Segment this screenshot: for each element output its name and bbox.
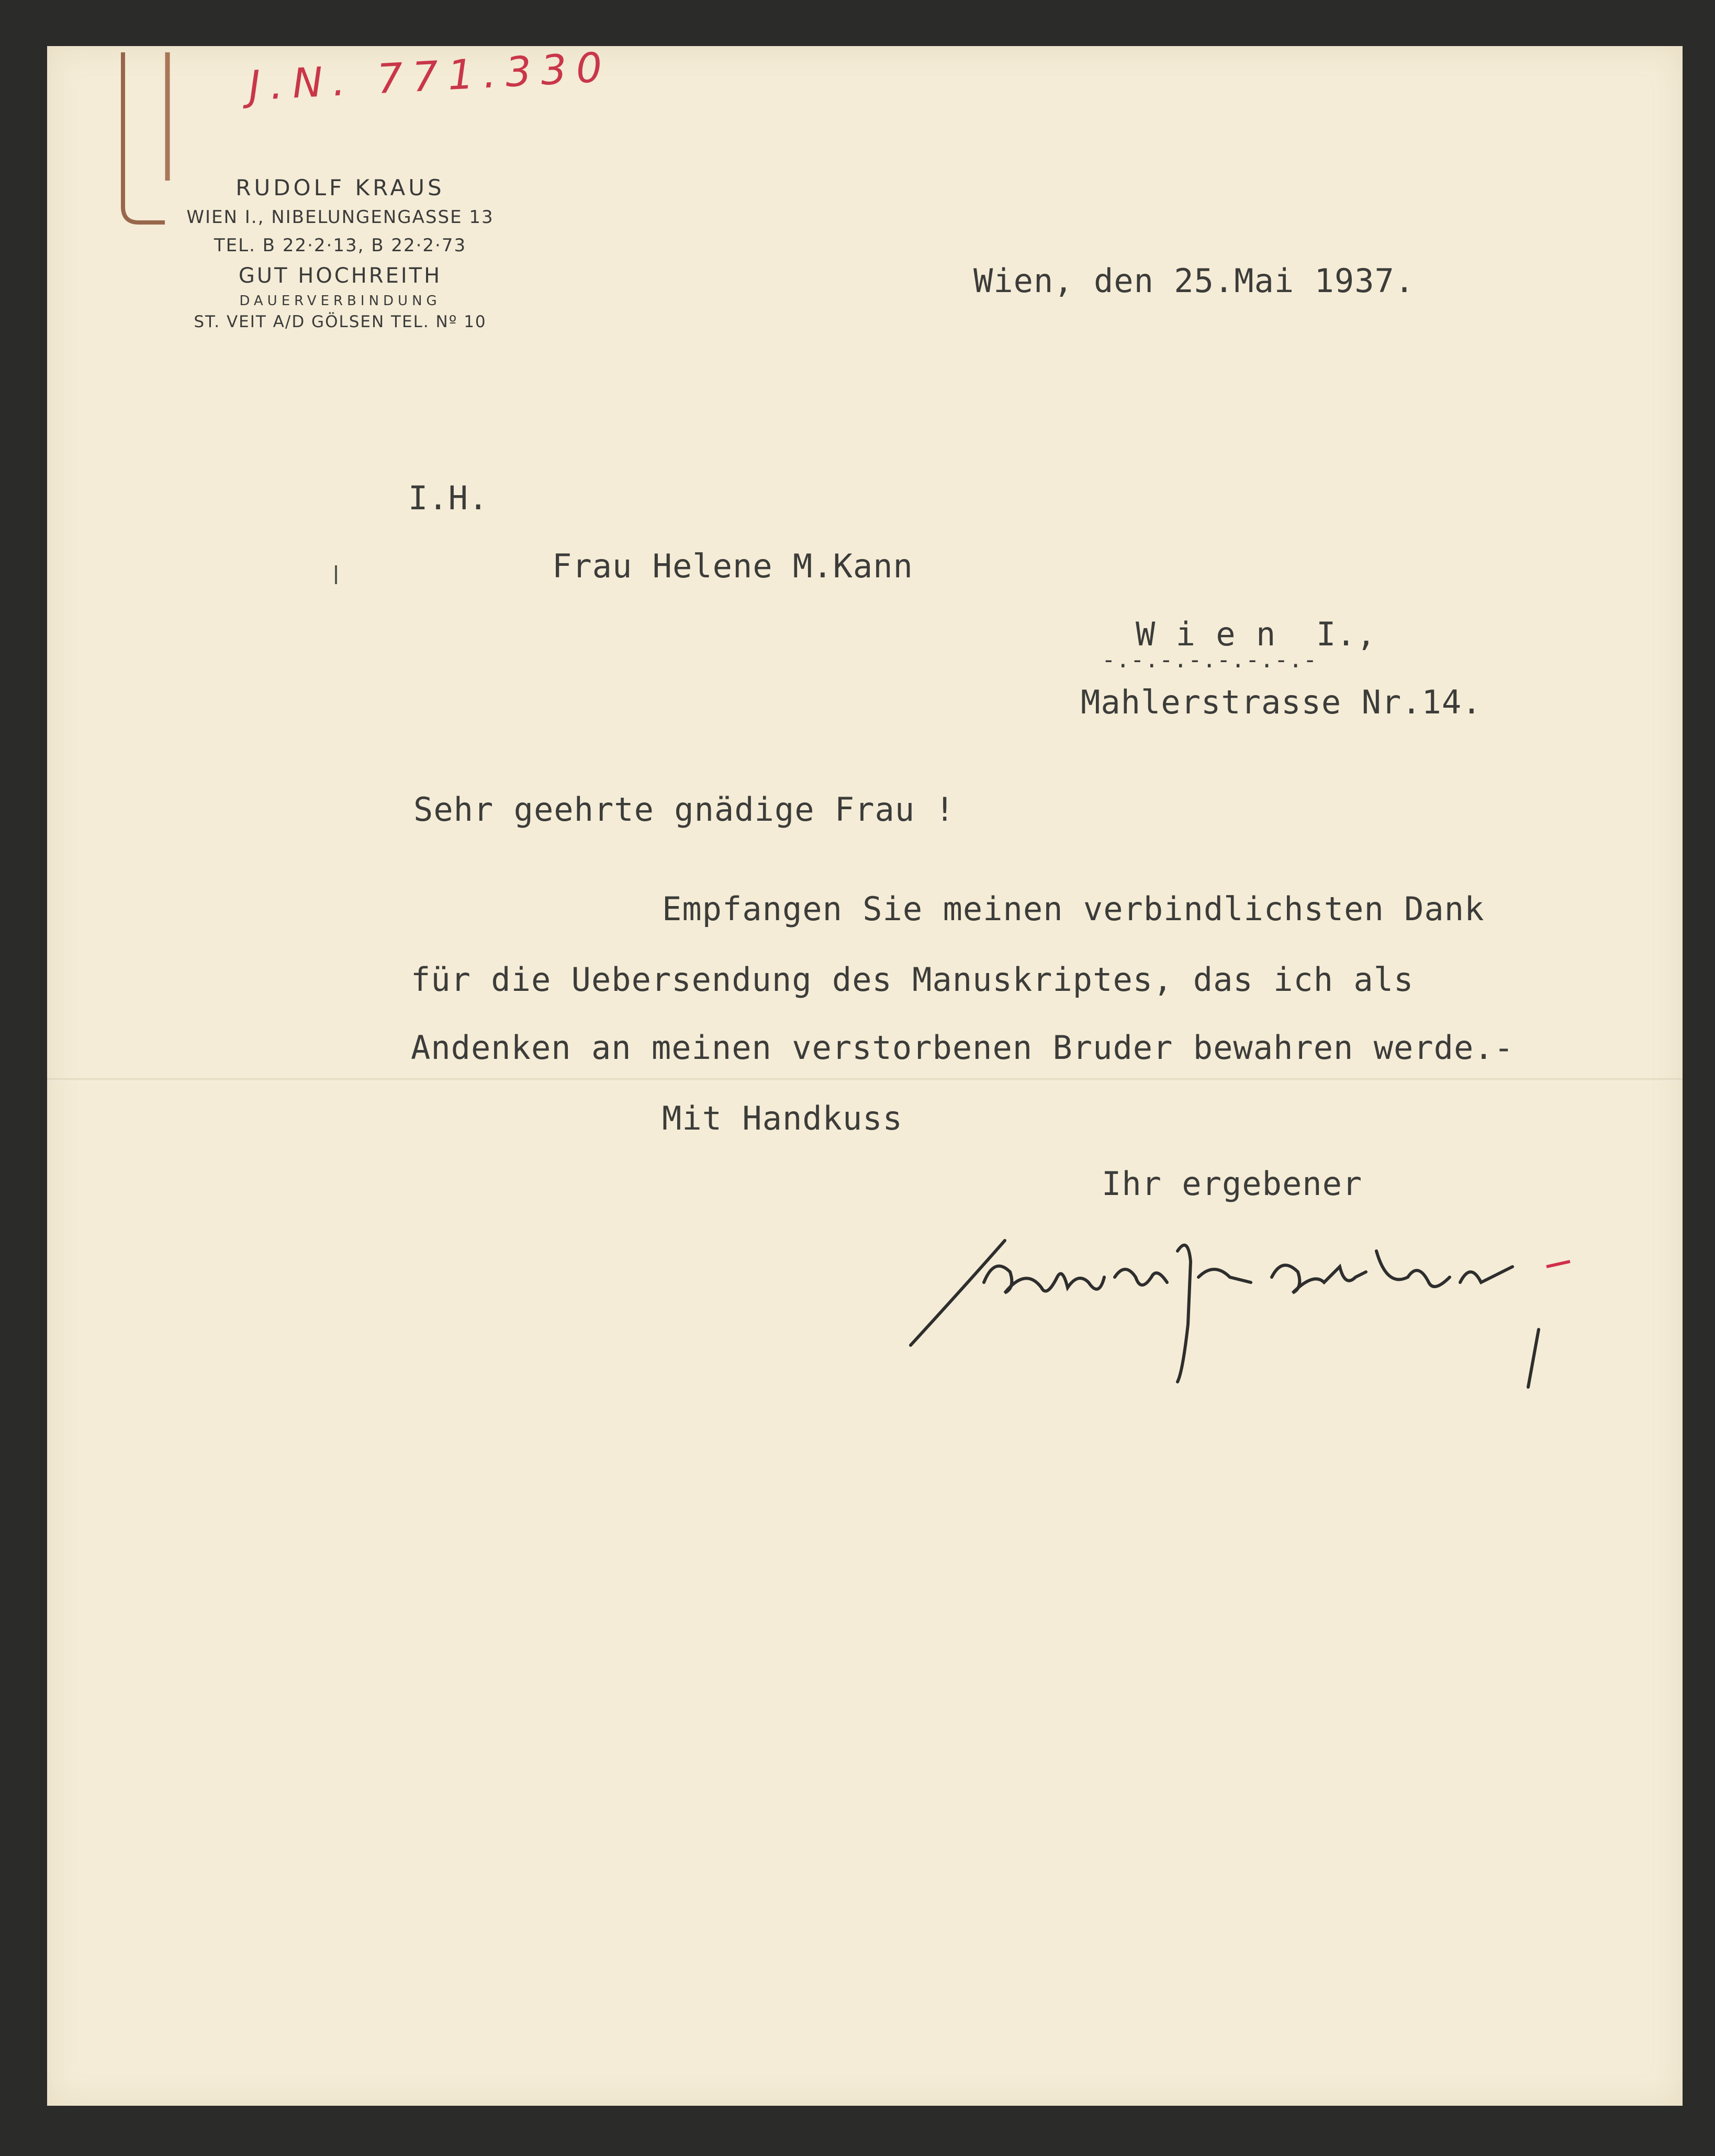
recipient-underline: -.-.-.-.-.-.-.-: [1102, 646, 1318, 673]
letterhead-estate-address: ST. VEIT A/D GÖLSEN TEL. Nº 10: [194, 312, 487, 331]
sign-off: Ihr ergebener: [1102, 1165, 1363, 1203]
body-line-1: Empfangen Sie meinen verbindlichsten Dank: [662, 890, 1485, 928]
letterhead: [152, 173, 529, 334]
recipient-street: Mahlerstrasse Nr.14.: [1081, 683, 1482, 721]
letterhead-address: WIEN I., NIBELUNGENGASSE 13: [186, 207, 494, 228]
body-line-3: Andenken an meinen verstorbenen Bruder bewahren werde.-: [411, 1029, 1514, 1067]
body-line-2: für die Uebersendung des Manuskriptes, das ich als: [411, 960, 1414, 999]
closing: Mit Handkuss: [662, 1099, 903, 1137]
recipient-city: W i e n I.,: [1136, 615, 1376, 653]
paper-fold-line: [47, 1078, 1683, 1081]
recipient-prefix: I.H.: [408, 479, 489, 517]
letterhead-connection: DAUERVERBINDUNG: [239, 293, 441, 309]
handwritten-signature: [905, 1220, 1612, 1392]
letterhead-estate: GUT HOCHREITH: [238, 264, 442, 288]
salutation: Sehr geehrte gnädige Frau !: [413, 790, 955, 829]
recipient-name: Frau Helene M.Kann: [552, 547, 913, 585]
letterhead-phone: TEL. B 22·2·13, B 22·2·73: [214, 235, 467, 256]
archive-number: J.N. 771.330: [247, 43, 613, 110]
letter-date: Wien, den 25.Mai 1937.: [973, 262, 1415, 300]
letterhead-name: RUDOLF KRAUS: [236, 175, 445, 200]
margin-tick-mark: [335, 565, 337, 584]
paper-sheet: [47, 43, 1683, 2106]
